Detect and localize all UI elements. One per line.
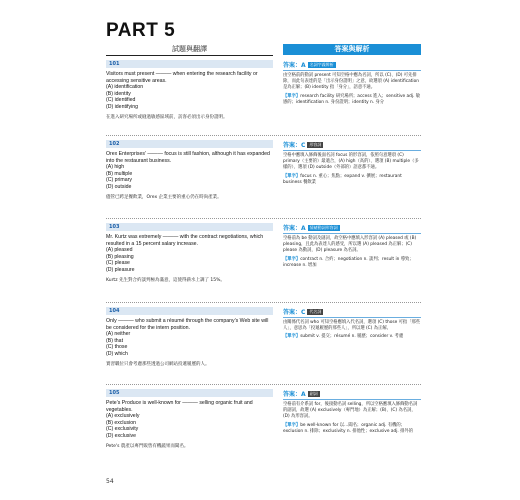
question-block <box>106 307 273 368</box>
question-translation: 儘管已跨足餐飲業，Orex 企業主要的重心仍在時尚產業。 <box>106 194 222 200</box>
answer-label: 答案：A <box>283 391 306 398</box>
answer-tag: 形容詞 <box>309 141 322 147</box>
question-text: Only ——— who submit a résumé through the company’s Web site will be considered for the intern position. (A) neither (B) that (C) those (D) which <box>106 318 269 357</box>
answer-explanation: 由關係代名詞 who 可知空格應填入代名詞，選項 (C) those 可指「那些人」，意思為「投遞履歷的那些人」，所以選 (C) 為正解。 <box>283 320 421 332</box>
vocab-label: 【單字】 <box>283 93 301 99</box>
question-number: 103 <box>106 223 273 231</box>
vocab-text: submit v. 提交；résumé n. 履歷；consider v. 考慮 <box>300 334 404 340</box>
answer-block <box>283 140 421 186</box>
question-block <box>106 223 273 284</box>
answer-explanation: 空格前有介系詞 for，後接動名詞 selling，所以空格應填入修飾動名詞的副詞，故選 (A) exclusively（專門地）為正解；(B)、(C) 為名詞，(D) 為形容詞。 <box>283 402 418 420</box>
answer-header <box>283 389 421 400</box>
vocab-text: focus n. 重心；焦點；expand v. 擴展；restaurant business 餐飲業 <box>283 173 402 185</box>
answers-header: 答案與解析 <box>283 44 421 55</box>
question-text: Mr. Kurtz was extremely ——— with the contract negotiations, which resulted in a 15 percent salary increase. (A) pleased (B) pleasing (C) please (D) pleasure <box>106 234 264 273</box>
question-text: Orex Enterprises’ ——— focus is still fashion, although it has expanded into the restaurant business. (A) high (B) multiple (C) primary (D) outside <box>106 151 270 190</box>
vocab-text: be well-known for 以…聞名；organic adj. 有機的；exclusion n. 排除；exclusivity n. 排他性；exclusive adj. 排外的 <box>283 422 414 434</box>
question-block <box>106 140 273 201</box>
question-number: 105 <box>106 389 273 397</box>
question-translation: Pete's 農產以專門販售有機蔬果而聞名。 <box>106 443 189 449</box>
answer-block <box>283 223 421 269</box>
vocab-block <box>283 94 421 106</box>
divider <box>106 384 421 385</box>
answer-header <box>283 307 421 318</box>
divider <box>106 135 421 136</box>
answer-header <box>283 60 421 71</box>
answer-tag: 副詞 <box>309 390 318 396</box>
page-number: 54 <box>106 478 114 485</box>
question-block <box>106 389 273 450</box>
vocab-label: 【單字】 <box>283 256 301 262</box>
question-block <box>106 60 273 121</box>
answer-label: 答案：C <box>283 309 306 316</box>
divider <box>106 218 421 219</box>
question-translation: 實習職位只會考慮那些透過公司網站投遞履歷的人。 <box>106 361 210 367</box>
answer-tag: 情緒動詞形容詞 <box>309 224 338 230</box>
question-number: 101 <box>106 60 273 68</box>
answer-header <box>283 140 421 151</box>
vocab-text: contract n. 合約；negotiation n. 談判；result in 導致；increase n. 增加 <box>283 256 414 268</box>
question-number: 102 <box>106 140 273 148</box>
divider <box>106 302 421 303</box>
answer-label: 答案：A <box>283 225 306 232</box>
question-translation: Kurtz 先生對合約談判極為滿意，這使得薪水上調了 15%。 <box>106 277 225 283</box>
vocab-block <box>283 257 421 269</box>
vocab-block <box>283 334 421 340</box>
answer-explanation: 由空格前的動詞 present 可知空格中應為名詞，所以 (C)、(D) 可先排除，而此句表達的是「出示身份證明」之意，故選項 (A) identification 是為正解；(B) identity 指「身分」，語意不通。 <box>283 73 419 91</box>
answer-label: 答案：C <box>283 142 306 149</box>
vocab-text: research facility 研究場所；access 進入；sensitive adj. 敏感的；identification n. 身份證明；identity n. 身分 <box>283 93 421 105</box>
answer-tag: 名詞字義辨析 <box>309 61 334 67</box>
question-number: 104 <box>106 307 273 315</box>
questions-header: 試題與翻譯 <box>106 44 273 56</box>
answer-block <box>283 307 421 340</box>
answer-explanation: 空格中應填入修飾後面名詞 focus 的形容詞，依照句意選項 (C) primary（主要的）最適合，(A) high（高的）、選項 (B) multiple（多樣的）、選項 (D) outside（外部的）語意都不通。 <box>283 153 419 171</box>
vocab-label: 【單字】 <box>283 334 301 340</box>
answer-explanation: 空格前為 be 動詞及副詞，故空格中應填入形容詞 (A) pleased 或 (B) pleasing，且此為表達人的感受，所以選 (A) pleased 為正解；(C) please 為動詞，(D) pleasure 為名詞。 <box>283 236 417 254</box>
vocab-label: 【單字】 <box>283 173 301 179</box>
answer-label: 答案：A <box>283 62 306 69</box>
answer-header <box>283 223 421 234</box>
question-text: Pete’s Produce is well-known for ——— selling organic fruit and vegetables. (A) exclusively (B) exclusion (C) exclusivity (D) exclusive <box>106 400 253 439</box>
answer-block <box>283 60 421 106</box>
answer-block <box>283 389 421 435</box>
vocab-label: 【單字】 <box>283 422 301 428</box>
vocab-block <box>283 174 421 186</box>
question-text: Visitors must present ——— when entering the research facility or accessing sensitive areas. (A) identification (B) identity (C) identified (D) identifying <box>106 71 258 110</box>
question-translation: 在進入研究場所或縫過敏感區域前，訪客必須出示身份證明。 <box>106 114 228 120</box>
vocab-block <box>283 423 421 435</box>
answer-tag: 代名詞 <box>309 308 322 314</box>
part-title: PART 5 <box>106 20 176 41</box>
